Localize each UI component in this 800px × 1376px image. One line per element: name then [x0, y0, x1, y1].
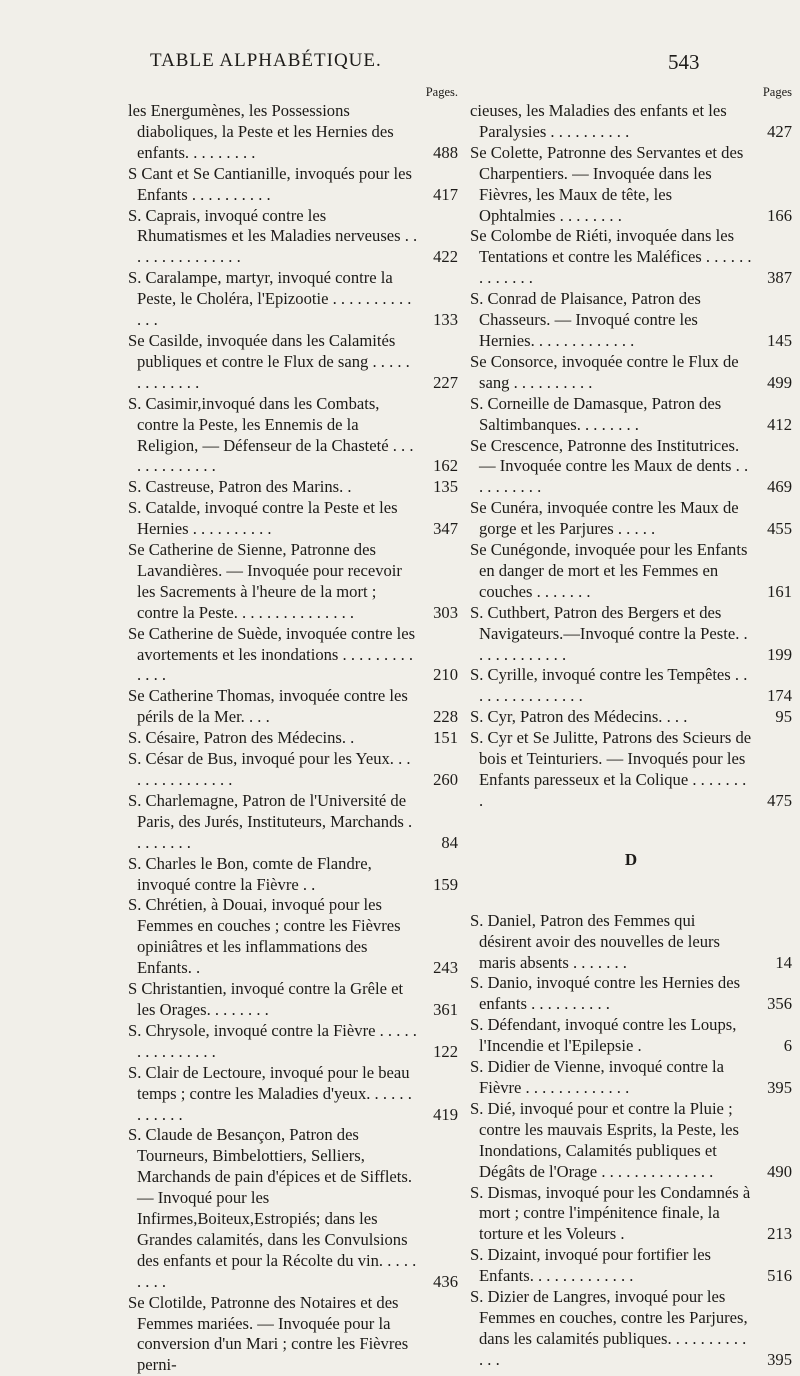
entry-page: 455 — [767, 519, 792, 539]
index-entry — [128, 979, 458, 1021]
entry-list — [470, 101, 792, 812]
entry-text: S. Clair de Lectoure, invoqué pour le beau temps ; contre les Maladies d'yeux. . . . . . . . . . . . — [128, 1062, 412, 1124]
index-entry — [470, 226, 792, 289]
index-entry — [128, 1021, 458, 1063]
index-entry — [470, 352, 792, 394]
index-entry — [470, 540, 792, 603]
entry-page: 135 — [433, 477, 458, 497]
entry-text: S. Cuthbert, Patron des Bergers et des Navigateurs.—Invoqué contre la Peste. . . . . . . . . . . . . — [470, 602, 748, 664]
right-column — [470, 83, 792, 1371]
entry-text: S. Dismas, invoqué pour les Condamnés à mort ; contre l'impénitence finale, la torture et les Voleurs . — [470, 1182, 751, 1244]
entry-page: 422 — [433, 247, 458, 267]
index-entry — [128, 498, 458, 540]
left-column — [128, 83, 458, 1376]
index-entry — [470, 973, 792, 1015]
entry-page: 361 — [433, 999, 458, 1019]
index-entry — [128, 728, 458, 749]
entry-page: 122 — [433, 1041, 458, 1061]
entry-text: les Energumènes, les Possessions diaboliques, la Peste et les Hernies des enfants. . . . . . . . . — [128, 101, 394, 162]
index-entry — [470, 707, 792, 728]
entry-text: Se Catherine de Suède, invoquée contre les avortements et les inondations . . . . . . . . . . . . . — [128, 623, 416, 685]
entry-text: S. Conrad de Plaisance, Patron des Chasseurs. — Invoqué contre les Hernies. . . . . . . . . . . . . — [470, 289, 701, 350]
index-entry — [128, 1063, 458, 1126]
entry-text: S. Casimir,invoqué dans les Combats, contre la Peste, les Ennemis de la Religion, — Défenseur de la Chasteté . . . . . . . . . . . . . — [128, 393, 414, 476]
entry-list — [128, 101, 458, 1376]
entry-page: 162 — [433, 456, 458, 476]
index-entry — [470, 1183, 792, 1246]
index-entry — [470, 101, 792, 143]
index-entry — [470, 728, 792, 812]
entry-page: 166 — [767, 205, 792, 225]
entry-page: 395 — [767, 1349, 792, 1369]
entry-text: Se Catherine Thomas, invoquée contre les périls de la Mer. . . . — [128, 686, 408, 727]
index-entry — [128, 686, 458, 728]
running-title: TABLE ALPHABÉTIQUE. — [150, 50, 382, 71]
page-number: 543 — [668, 50, 700, 74]
section-letter: D — [624, 849, 638, 869]
entry-page: 303 — [433, 602, 458, 622]
entry-text: Se Clotilde, Patronne des Notaires et des Femmes mariées. — Invoquée pour la conversion d'un Mari ; contre les Fièvres perni- — [128, 1292, 409, 1375]
entry-list — [470, 911, 792, 1371]
entry-page: 210 — [433, 665, 458, 685]
index-entry — [470, 498, 792, 540]
entry-text: Se Casilde, invoquée dans les Calamités publiques et contre le Flux de sang . . . . . . . . . . . . . — [128, 330, 410, 392]
entry-text: S Christantien, invoqué contre la Grêle et les Orages. . . . . . . . — [128, 979, 404, 1019]
entry-text: S. Castreuse, Patron des Marins. . — [128, 477, 352, 497]
index-entry — [470, 394, 792, 436]
entry-text: S. Chrétien, à Douai, invoqué pour les Femmes en couches ; contre les Fièvres opiniâtres et les inflammations des Enfants. . — [128, 895, 401, 978]
index-entry — [128, 540, 458, 624]
index-entry — [128, 268, 458, 331]
entry-page: 228 — [433, 707, 458, 727]
index-entry — [128, 477, 458, 498]
index-entry — [470, 1015, 792, 1057]
entry-page: 95 — [775, 707, 792, 727]
entry-text: S. Césaire, Patron des Médecins. . — [128, 728, 355, 748]
index-entry — [470, 1099, 792, 1183]
entry-text: S. Catalde, invoqué contre la Peste et les Hernies . . . . . . . . . . — [128, 498, 398, 539]
entry-text: S. Chrysole, invoqué contre la Fièvre . . . . . . . . . . . . . . . — [128, 1020, 417, 1061]
entry-page: 133 — [433, 310, 458, 330]
entry-text: Se Colette, Patronne des Servantes et des Charpentiers. — Invoquée dans les Fièvres, les Maux de tête, les Ophtalmies . . . . . . . . — [470, 142, 744, 225]
entry-text: S Cant et Se Cantianille, invoqués pour les Enfants . . . . . . . . . . — [128, 163, 412, 204]
entry-page: 161 — [767, 581, 792, 601]
index-entry — [128, 164, 458, 206]
entry-page: 243 — [433, 958, 458, 978]
index-entry — [470, 665, 792, 707]
entry-page: 469 — [767, 477, 792, 497]
entry-text: S. Dizier de Langres, invoqué pour les Femmes en couches, contre les Parjures, dans les calamités publiques. . . . . . . . . . . . . — [470, 1287, 748, 1369]
index-entry — [128, 749, 458, 791]
index-entry — [470, 289, 792, 352]
index-entry — [128, 624, 458, 687]
entry-page: 260 — [433, 770, 458, 789]
entry-page: 499 — [767, 372, 792, 392]
entry-page: 490 — [767, 1161, 792, 1181]
entry-page: 174 — [767, 686, 792, 706]
entry-text: S. Didier de Vienne, invoqué contre la Fièvre . . . . . . . . . . . . . — [470, 1057, 724, 1097]
index-entry — [128, 206, 458, 269]
entry-page: 436 — [433, 1271, 458, 1291]
entry-text: S. Caralampe, martyr, invoqué contre la Peste, le Choléra, l'Epizootie . . . . . . . . . . . . . — [128, 268, 412, 330]
entry-text: S. Daniel, Patron des Femmes qui désirent avoir des nouvelles de leurs maris absents . . . . . . . — [470, 910, 720, 972]
entry-text: S. Dizaint, invoqué pour fortifier les Enfants. . . . . . . . . . . . . — [470, 1245, 712, 1286]
entry-text: Se Colombe de Riéti, invoquée dans les Tentations et contre les Maléfices . . . . . . . . . . . . . — [470, 226, 752, 288]
index-entry — [470, 1245, 792, 1287]
running-header — [0, 50, 800, 80]
entry-text: Se Cunégonde, invoquée pour les Enfants en danger de mort et les Femmes en couches . . . . . . . — [470, 540, 748, 601]
index-entry — [128, 331, 458, 394]
pages-label: Pages. — [425, 85, 458, 99]
entry-page: 213 — [767, 1224, 792, 1244]
index-entry — [128, 394, 458, 478]
entry-text: Se Catherine de Sienne, Patronne des Lavandières. — Invoquée pour recevoir les Sacrements à l'heure de la mort ; contre la Peste. . . . . . . . . . . . . . . — [128, 540, 402, 622]
entry-page: 427 — [767, 121, 792, 141]
entry-page: 159 — [433, 874, 458, 894]
pages-label: Pages — [762, 85, 792, 99]
entry-text: S. Claude de Besançon, Patron des Tourneurs, Bimbelottiers, Selliers, Marchands de pain d'épices et de Sifflets. — Invoqué pour les Infirmes,Boiteux,Estropiés; dans les Grandes calamités, dans les Convulsions des enfants et pour la Récolte du vin. . . . . . . . . — [128, 1125, 417, 1291]
index-entry — [128, 895, 458, 979]
entry-page: 387 — [767, 268, 792, 288]
entry-page: 419 — [433, 1104, 458, 1124]
index-entry — [128, 854, 458, 896]
entry-text: Se Cunéra, invoquée contre les Maux de gorge et les Parjures . . . . . — [470, 498, 739, 539]
entry-text: S. Défendant, invoqué contre les Loups, l'Incendie et l'Epilepsie . — [470, 1015, 737, 1056]
entry-page: 488 — [433, 142, 458, 162]
entry-page: 6 — [783, 1036, 792, 1056]
index-entry — [470, 1057, 792, 1099]
entry-text: Se Crescence, Patronne des Institutrices. — Invoquée contre les Maux de dents . . . . . . . . . . — [470, 435, 749, 497]
entry-page: 417 — [433, 184, 458, 204]
entry-text: Se Consorce, invoquée contre le Flux de sang . . . . . . . . . . — [470, 351, 739, 392]
entry-page: 84 — [441, 832, 458, 852]
entry-page: 199 — [767, 644, 792, 664]
entry-page: 412 — [767, 414, 792, 434]
index-entry — [128, 1125, 458, 1292]
entry-page: 145 — [767, 330, 792, 350]
entry-text: S. Cyrille, invoqué contre les Tempêtes . . . . . . . . . . . . . . . — [470, 665, 748, 706]
entry-text: S. César de Bus, invoqué pour les Yeux. . . . . . . . . . . . . . . — [128, 749, 411, 789]
entry-text: S. Charles le Bon, comte de Flandre, invoqué contre la Fièvre . . — [128, 853, 372, 894]
entry-text: cieuses, les Maladies des enfants et les Paralysies . . . . . . . . . . — [470, 101, 727, 141]
entry-text: S. Dié, invoqué pour et contre la Pluie ; contre les mauvais Esprits, la Peste, les Inondations, Calamités publiques et Dégâts de l'Orage . . . . . . . . . . . . . . — [470, 1098, 739, 1181]
entry-page: 14 — [775, 952, 792, 972]
index-entry — [470, 436, 792, 499]
entry-page: 347 — [433, 519, 458, 539]
index-entry — [470, 911, 792, 974]
entry-page: 227 — [433, 372, 458, 392]
entry-page: 475 — [767, 790, 792, 810]
entry-page: 356 — [767, 994, 792, 1014]
entry-page: 516 — [767, 1266, 792, 1286]
index-entry — [128, 791, 458, 854]
index-entry — [470, 603, 792, 666]
entry-text: S. Corneille de Damasque, Patron des Saltimbanques. . . . . . . . — [470, 393, 722, 434]
entry-text: S. Charlemagne, Patron de l'Université de Paris, des Jurés, Instituteurs, Marchands . . . . . . . . — [128, 790, 413, 852]
index-entry — [470, 1287, 792, 1371]
entry-text: S. Caprais, invoqué contre les Rhumatismes et les Maladies nerveuses . . . . . . . . . . . . . . . — [128, 205, 418, 267]
index-entry — [128, 101, 458, 164]
entry-page: 395 — [767, 1077, 792, 1097]
entry-page: 151 — [433, 728, 458, 748]
entry-text: S. Danio, invoqué contre les Hernies des enfants . . . . . . . . . . — [470, 973, 741, 1014]
index-entry — [470, 143, 792, 227]
index-entry — [128, 1293, 458, 1376]
entry-text: S. Cyr, Patron des Médecins. . . . — [470, 707, 688, 727]
entry-text: S. Cyr et Se Julitte, Patrons des Scieurs de bois et Teinturiers. — Invoqués pour les Enfants paresseux et la Colique . . . . . . . . — [470, 728, 752, 810]
